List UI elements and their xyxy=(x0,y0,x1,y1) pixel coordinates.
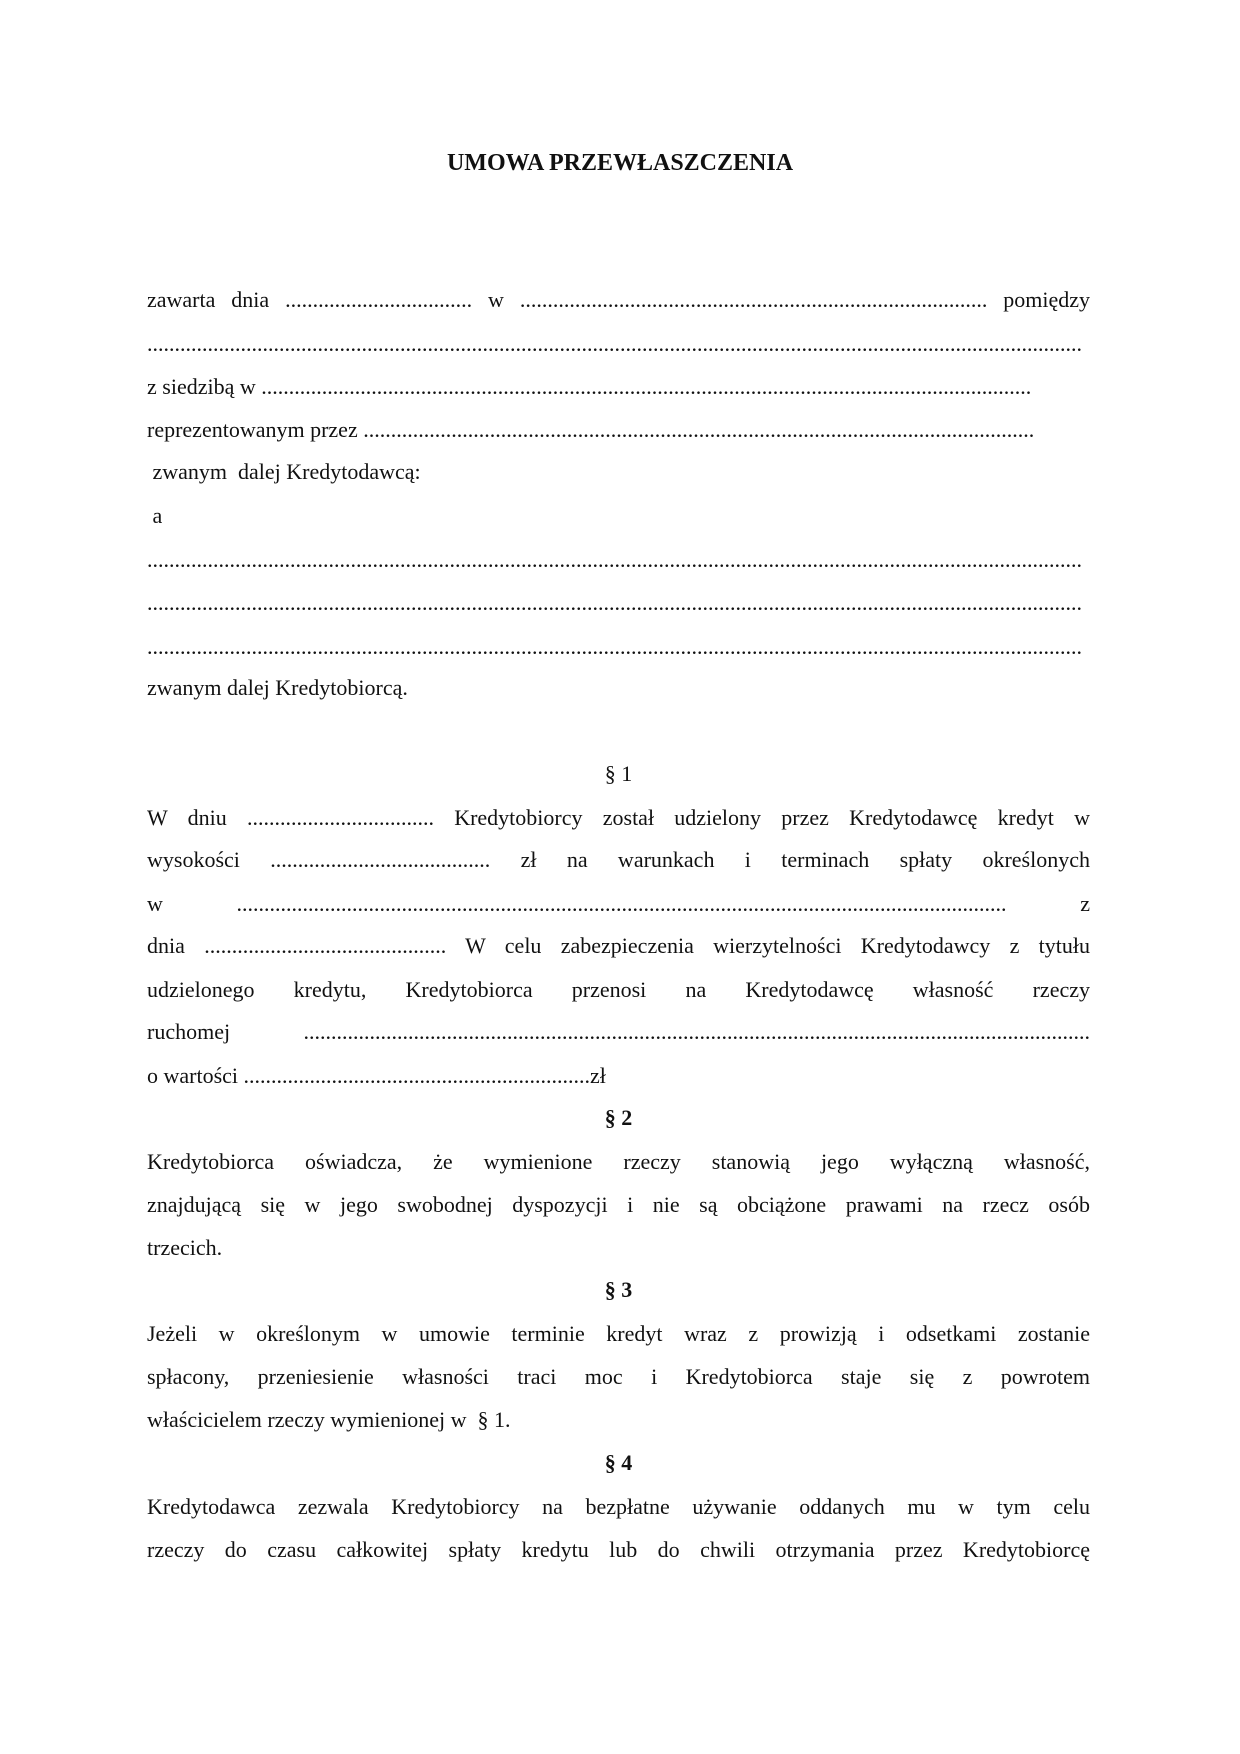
section-line: o wartości ...............................................................zł xyxy=(147,1063,606,1088)
section-heading: § 1 xyxy=(604,761,633,786)
section-line: Kredytobiorca oświadcza, że wymienione rzeczy stanowią jego wyłączną własność, xyxy=(147,1149,1090,1174)
intro-line: a xyxy=(147,503,163,528)
section-line: znajdującą się w jego swobodnej dyspozycji i nie są obciążone prawami na rzecz osób xyxy=(147,1192,1090,1217)
intro-line: zwanym dalej Kredytodawcą: xyxy=(147,459,421,484)
section-line: W dniu .................................. Kredytobiorcy został udzielony przez Kredytodawcę kredyt w xyxy=(147,805,1090,830)
section-line: dnia ............................................ W celu zabezpieczenia wierzytelności Kredytodawcy z tytułu xyxy=(147,933,1090,958)
intro-line: .......................................................................................................................................................................... xyxy=(147,634,1082,659)
section-line: wysokości ........................................ zł na warunkach i terminach spłaty określonych xyxy=(147,847,1090,872)
intro-line: reprezentowanym przez .......................................................................................................................... xyxy=(147,417,1035,442)
section-line: Kredytodawca zezwala Kredytobiorcy na bezpłatne używanie oddanych mu w tym celu xyxy=(147,1494,1090,1519)
section-line: Jeżeli w określonym w umowie terminie kredyt wraz z prowizją i odsetkami zostanie xyxy=(147,1321,1090,1346)
section-line: rzeczy do czasu całkowitej spłaty kredytu lub do chwili otrzymania przez Kredytobiorcę xyxy=(147,1537,1090,1562)
intro-line: .......................................................................................................................................................................... xyxy=(147,547,1082,572)
document-title: UMOWA PRZEWŁASZCZENIA xyxy=(446,150,794,176)
section-heading: § 4 xyxy=(604,1450,633,1475)
section-line: spłacony, przeniesienie własności traci moc i Kredytobiorca staje się z powrotem xyxy=(147,1364,1090,1389)
section-line: właścicielem rzeczy wymienionej w § 1. xyxy=(147,1407,511,1432)
section-heading: § 3 xyxy=(604,1277,633,1302)
section-line: trzecich. xyxy=(147,1235,223,1260)
section-line: ruchomej ............................................................................................................................................... xyxy=(147,1019,1090,1044)
intro-line: .......................................................................................................................................................................... xyxy=(147,590,1082,615)
section-line: udzielonego kredytu, Kredytobiorca przenosi na Kredytodawcę własność rzeczy xyxy=(147,977,1090,1002)
intro-line: z siedzibą w ............................................................................................................................................ xyxy=(147,374,1032,399)
section-heading: § 2 xyxy=(604,1105,633,1130)
intro-line: .......................................................................................................................................................................... xyxy=(147,331,1082,356)
section-line: w ............................................................................................................................................ z xyxy=(147,891,1090,916)
intro-line: zawarta dnia .................................. w ..................................................................................... pomiędzy xyxy=(147,287,1090,312)
intro-line: zwanym dalej Kredytobiorcą. xyxy=(147,675,408,700)
